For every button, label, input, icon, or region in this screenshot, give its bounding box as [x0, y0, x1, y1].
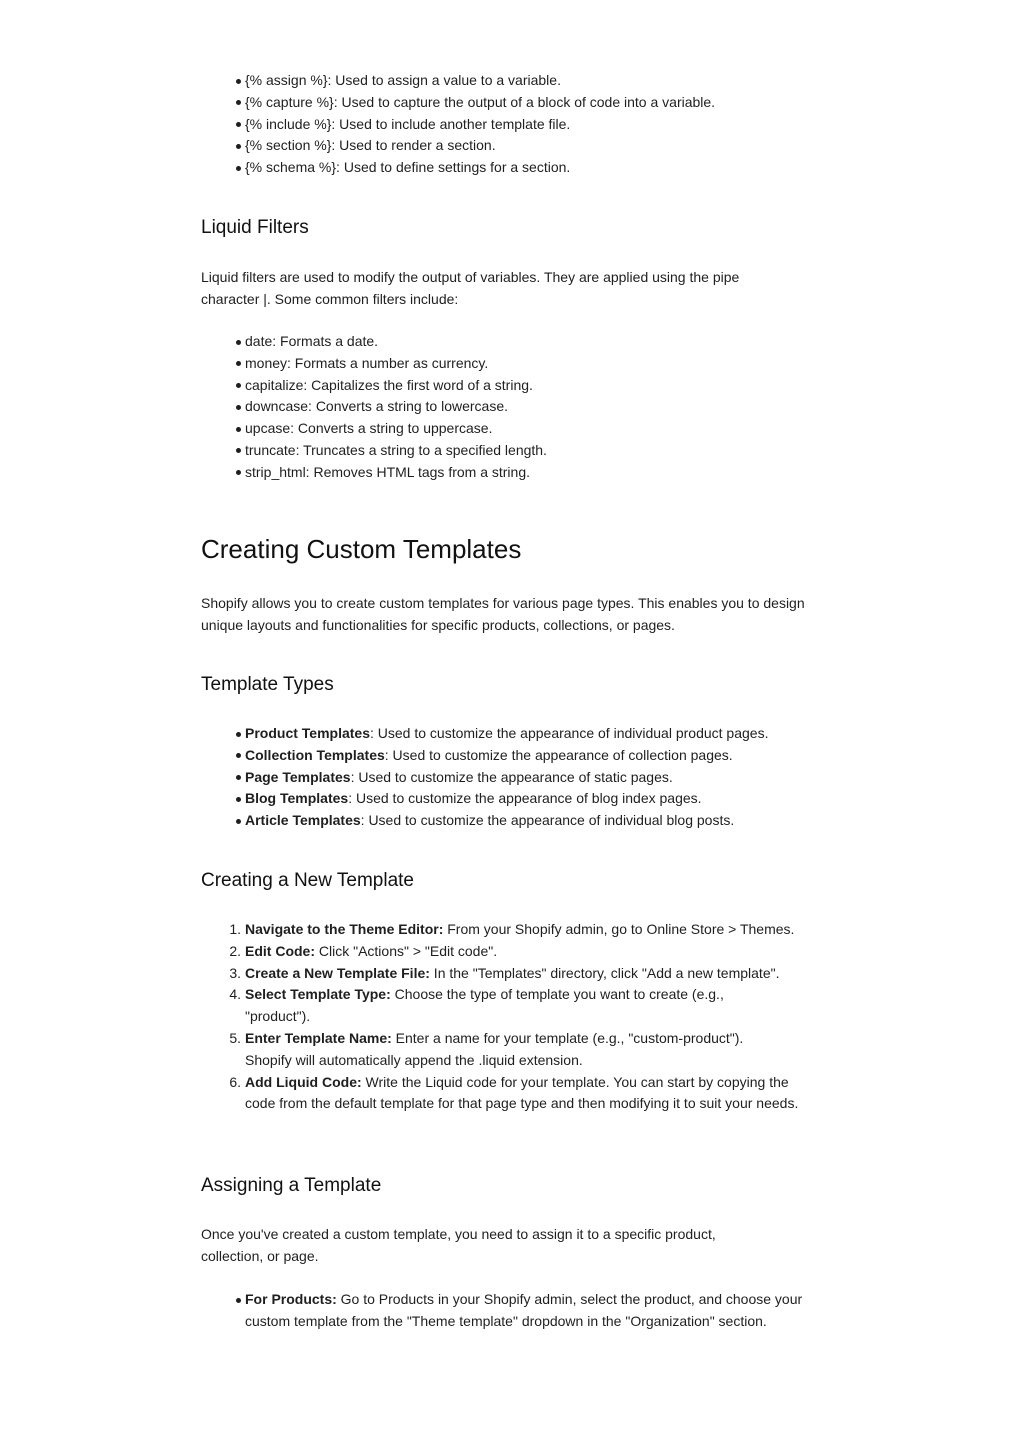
step-number: 2. — [229, 942, 241, 959]
step-item — [201, 919, 831, 941]
step-number: 5. — [229, 1029, 241, 1046]
heading-template-types: Template Types — [201, 674, 334, 695]
list-item — [201, 1289, 811, 1333]
assign-list — [201, 1289, 811, 1333]
step-item — [201, 941, 831, 963]
step-item — [201, 1072, 831, 1116]
template-types-list — [201, 723, 823, 832]
list-item: {% assign %}: Used to assign a value to a variable. — [201, 70, 823, 92]
step-term: Select Template Type: — [245, 986, 391, 1003]
list-item — [201, 723, 823, 745]
step-term: Create a New Template File: — [245, 964, 430, 981]
item-desc: : Used to customize the appearance of blog index pages. — [348, 790, 702, 807]
step-desc: Choose the type of template you want to create (e.g., "product"). — [245, 986, 724, 1025]
step-item — [201, 984, 831, 1028]
list-item — [201, 767, 823, 789]
step-desc: Enter a name for your template (e.g., "custom-product"). Shopify will automatically append the .liquid extension. — [245, 1029, 744, 1068]
list-item: money: Formats a number as currency. — [201, 353, 823, 375]
item-desc: : Used to customize the appearance of static pages. — [350, 768, 673, 785]
step-desc: From your Shopify admin, go to Online Store > Themes. — [443, 921, 795, 937]
step-number: 4. — [229, 986, 241, 1003]
item-term: Page Templates — [245, 768, 351, 785]
step-number: 3. — [229, 964, 241, 981]
item-desc: : Used to customize the appearance of individual product pages. — [370, 725, 769, 741]
list-item: downcase: Converts a string to lowercase. — [201, 396, 823, 418]
list-item: {% capture %}: Used to capture the output of a block of code into a variable. — [201, 92, 823, 114]
filters-intro: Liquid filters are used to modify the output of variables. They are applied using the pipe character |. Some common filters include: — [201, 269, 740, 307]
step-desc: Click "Actions" > "Edit code". — [315, 942, 498, 959]
step-term: Add Liquid Code: — [245, 1073, 362, 1090]
item-term: Article Templates — [245, 812, 361, 829]
list-item: capitalize: Capitalizes the first word of a string. — [201, 375, 823, 397]
step-term: Enter Template Name: — [245, 1029, 392, 1046]
item-desc: : Used to customize the appearance of individual blog posts. — [360, 812, 735, 829]
step-term: Edit Code: — [245, 942, 315, 959]
list-item: truncate: Truncates a string to a specified length. — [201, 440, 823, 462]
step-term: Navigate to the Theme Editor: — [245, 921, 444, 937]
liquid-tags-list — [201, 70, 823, 179]
custom-intro: Shopify allows you to create custom templates for various page types. This enables you to design unique layouts and functionalities for specific products, collections, or pages. — [201, 595, 805, 633]
item-desc: Go to Products in your Shopify admin, select the product, and choose your custom template from the "Theme template" dropdown in the "Organization" section. — [245, 1291, 803, 1329]
list-item: strip_html: Removes HTML tags from a string. — [201, 462, 823, 484]
heading-creating-new-template: Creating a New Template — [201, 870, 414, 891]
list-item — [201, 745, 823, 767]
item-term: Collection Templates — [245, 746, 385, 763]
item-term: For Products: — [245, 1291, 337, 1307]
step-desc: In the "Templates" directory, click "Add a new template". — [429, 964, 780, 981]
list-item — [201, 788, 823, 810]
list-item — [201, 810, 823, 832]
list-item: upcase: Converts a string to uppercase. — [201, 418, 823, 440]
assign-intro: Once you've created a custom template, you need to assign it to a specific product, collection, or page. — [201, 1226, 716, 1264]
heading-assigning-template: Assigning a Template — [201, 1175, 382, 1196]
list-item: {% schema %}: Used to define settings for a section. — [201, 157, 823, 179]
heading-liquid-filters: Liquid Filters — [201, 217, 309, 238]
step-number: 6. — [229, 1073, 241, 1090]
step-item — [201, 963, 831, 985]
filters-list — [201, 331, 823, 484]
step-number: 1. — [229, 921, 241, 937]
heading-creating-custom-templates: Creating Custom Templates — [201, 534, 522, 564]
step-desc: Write the Liquid code for your template. You can start by copying the code from the default template for that page type and then modifying it to suit your needs. — [245, 1073, 799, 1112]
step-item — [201, 1028, 831, 1072]
new-template-steps — [201, 919, 831, 1115]
item-desc: : Used to customize the appearance of collection pages. — [384, 746, 733, 763]
item-term: Product Templates — [245, 725, 370, 741]
list-item: {% section %}: Used to render a section. — [201, 135, 823, 157]
list-item: {% include %}: Used to include another template file. — [201, 114, 823, 136]
list-item: date: Formats a date. — [201, 331, 823, 353]
item-term: Blog Templates — [245, 790, 349, 807]
